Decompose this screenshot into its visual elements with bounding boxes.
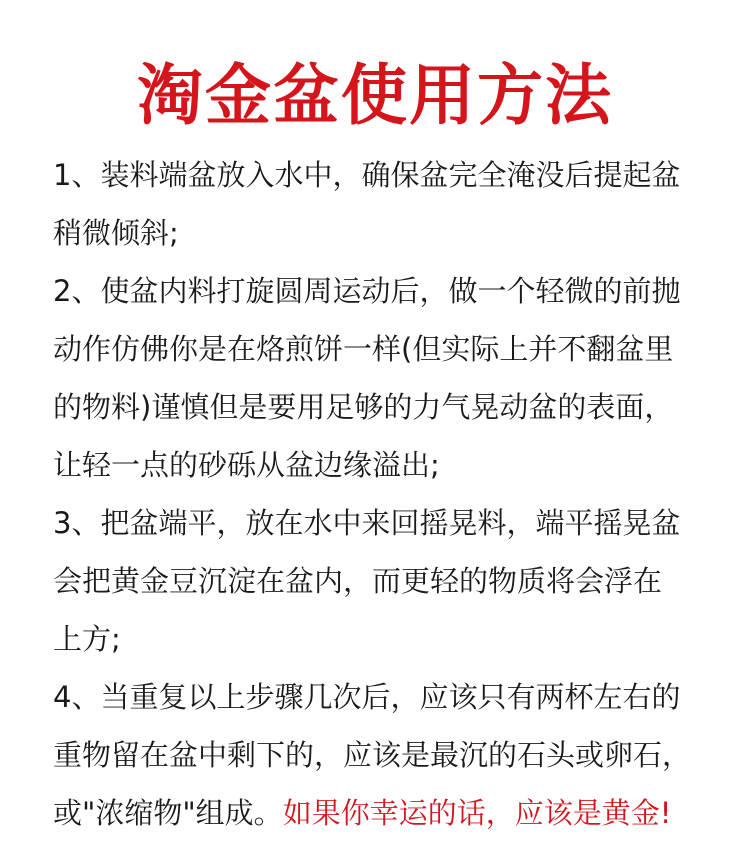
instruction-line: 上方;: [53, 622, 121, 656]
instruction-line: 4、当重复以上步骤几次后，应该只有两杯左右的: [53, 680, 681, 714]
instruction-line: 动作仿佛你是在烙煎饼一样(但实际上并不翻盆里: [53, 332, 674, 366]
gold-highlight-text: 如果你幸运的话，应该是黄金!: [282, 796, 672, 830]
instruction-last-line: [53, 784, 713, 842]
instruction-line: 的物料)谨慎但是要用足够的力气晃动盆的表面，: [53, 390, 674, 424]
instruction-line: 2、使盆内料打旋圆周运动后，做一个轻微的前抛: [53, 274, 681, 308]
last-line-normal-text: 或"浓缩物"组成。: [53, 796, 283, 830]
instruction-line: 会把黄金豆沉淀在盆内，而更轻的物质将会浮在: [53, 564, 663, 598]
instruction-line: 1、装料端盆放入水中，确保盆完全淹没后提起盆: [53, 158, 681, 192]
instruction-line: 稍微倾斜;: [53, 216, 179, 250]
page-title: 淘金盆使用方法: [137, 57, 613, 134]
instruction-line: 重物留在盆中剩下的，应该是最沉的石头或卵石，: [53, 738, 692, 772]
instruction-line: 让轻一点的砂砾从盆边缘溢出;: [53, 448, 440, 482]
instruction-line: 3、把盆端平，放在水中来回摇晃料，端平摇晃盆: [53, 506, 681, 540]
instructions-body: [53, 146, 713, 842]
